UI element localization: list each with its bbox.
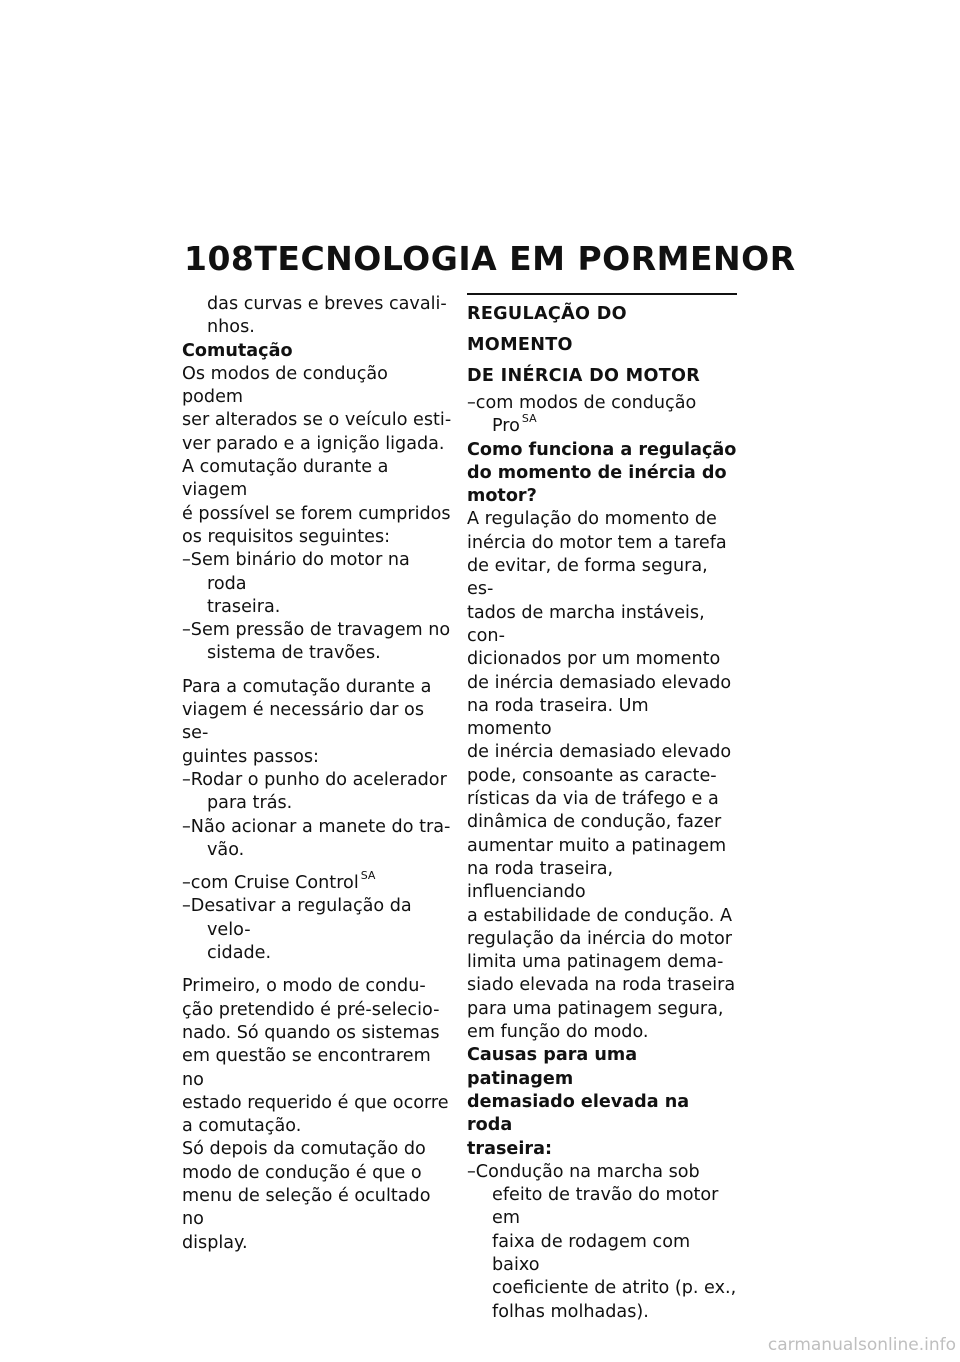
- text-line: em questão se encontrarem no: [182, 1046, 431, 1090]
- cruise-control-condition: [182, 869, 452, 895]
- text-line: Primeiro, o modo de condu-: [182, 976, 426, 997]
- list-item: [467, 1161, 737, 1324]
- text-line: Os modos de condução podem: [182, 363, 388, 408]
- paragraph: [182, 456, 452, 549]
- text-line: REGULAÇÃO DO MOMENTO: [467, 304, 627, 355]
- text-line: dicionados por um momento: [467, 649, 721, 670]
- text-line: –Sem pressão de travagem no: [182, 620, 451, 641]
- drive-modes-condition: [467, 392, 737, 439]
- text-line: cidade.: [207, 943, 272, 964]
- text-line: Causas para uma patinagem: [467, 1045, 638, 1089]
- text-line: –Rodar o punho do acelerador: [182, 769, 447, 790]
- left-column: [182, 293, 452, 1255]
- chapter-title: TECNOLOGIA EM PORMENOR: [254, 239, 796, 278]
- text-line: estado requerido é que ocorre: [182, 1092, 449, 1113]
- text-line: guintes passos:: [182, 746, 319, 767]
- text-line: –com modos de condução: [467, 393, 697, 413]
- text-line: os requisitos seguintes:: [182, 526, 391, 547]
- text-line: de inércia demasiado elevado: [467, 672, 732, 693]
- text-line: traseira.: [207, 596, 281, 617]
- text-line: tados de marcha instáveis, con-: [467, 602, 705, 646]
- list-item: [182, 619, 452, 666]
- text-line: ver parado e a ignição ligada.: [182, 433, 445, 454]
- text-line: rísticas da via de tráfego e a: [467, 789, 719, 810]
- text-line: –com Cruise Control: [182, 873, 359, 894]
- sa-superscript: SA: [360, 869, 376, 883]
- text-line: Para a comutação durante a: [182, 676, 432, 697]
- text-line: na roda traseira. Um momento: [467, 695, 649, 740]
- text-line: display.: [182, 1232, 248, 1253]
- text-line: DE INÉRCIA DO MOTOR: [467, 366, 701, 386]
- text-line: nhos.: [207, 317, 255, 338]
- paragraph: [182, 363, 452, 456]
- text-line: –Condução na marcha sob: [467, 1161, 700, 1182]
- section-title: [467, 299, 737, 392]
- text-line: regulação da inércia do motor: [467, 928, 732, 949]
- sa-superscript: SA: [521, 412, 537, 426]
- paragraph: [182, 1138, 452, 1254]
- text-line: modo de condução é que o: [182, 1162, 422, 1183]
- text-line: faixa de rodagem com baixo: [492, 1231, 691, 1275]
- text-line: a estabilidade de condução. A: [467, 905, 733, 926]
- text-line: viagem é necessário dar os se-: [182, 700, 424, 744]
- watermark: carmanualsonline.info: [767, 1335, 956, 1355]
- causes-heading: [467, 1044, 737, 1160]
- text-line: é possível se forem cumpridos: [182, 503, 451, 524]
- text-line: –Não acionar a manete do tra-: [182, 816, 451, 837]
- how-it-works-heading: [467, 439, 737, 509]
- text-line: do momento de inércia do: [467, 462, 727, 483]
- text-line: ser alterados se o veículo esti-: [182, 410, 452, 431]
- comutacao-heading: Comutação: [182, 340, 293, 361]
- text-line: dinâmica de condução, fazer: [467, 812, 722, 833]
- text-line: Pro: [492, 416, 520, 437]
- list-item: [182, 895, 452, 965]
- text-line: vão.: [207, 839, 245, 860]
- text-line: ção pretendido é pré-selecio-: [182, 999, 440, 1020]
- text-line: inércia do motor tem a tarefa: [467, 532, 727, 553]
- paragraph: [182, 975, 452, 1138]
- how-it-works-body: [467, 508, 737, 1044]
- text-line: para uma patinagem segura,: [467, 998, 724, 1019]
- text-line: em função do modo.: [467, 1022, 649, 1043]
- text-line: –Desativar a regulação da velo-: [182, 896, 412, 940]
- text-line: limita uma patinagem dema-: [467, 952, 724, 973]
- text-line: sistema de travões.: [207, 643, 381, 664]
- text-line: nado. Só quando os sistemas: [182, 1022, 440, 1043]
- text-line: de evitar, de forma segura, es-: [467, 556, 708, 600]
- text-line: A regulação do momento de: [467, 509, 717, 530]
- section-rule: [467, 293, 737, 295]
- text-line: menu de seleção é ocultado no: [182, 1185, 431, 1230]
- text-line: de inércia demasiado elevado: [467, 742, 732, 763]
- text-line: para trás.: [207, 793, 293, 814]
- text-line: na roda traseira, influenciando: [467, 858, 614, 903]
- text-line: das curvas e breves cavali-: [207, 294, 447, 314]
- paragraph: [182, 676, 452, 769]
- list-item: [182, 769, 452, 816]
- list-item: [182, 549, 452, 619]
- text-line: folhas molhadas).: [492, 1301, 649, 1322]
- right-column: [467, 293, 737, 1324]
- text-line: coeficiente de atrito (p. ex.,: [492, 1278, 737, 1299]
- text-line: Só depois da comutação do: [182, 1139, 426, 1160]
- text-line: siado elevada na roda traseira: [467, 975, 736, 996]
- page-number: 108: [184, 239, 255, 278]
- text-line: motor?: [467, 486, 537, 507]
- text-line: pode, consoante as caracte-: [467, 765, 717, 786]
- text-line: demasiado elevada na roda: [467, 1091, 690, 1136]
- text-line: efeito de travão do motor em: [492, 1185, 719, 1229]
- text-line: Como funciona a regulação: [467, 439, 737, 460]
- text-line: –Sem binário do motor na roda: [182, 550, 410, 594]
- text-line: A comutação durante a viagem: [182, 457, 389, 501]
- text-line: a comutação.: [182, 1116, 302, 1137]
- continued-paragraph: [182, 293, 452, 340]
- page-header: [184, 236, 796, 282]
- list-item: [182, 816, 452, 863]
- text-line: aumentar muito a patinagem: [467, 835, 727, 856]
- text-line: traseira:: [467, 1138, 552, 1159]
